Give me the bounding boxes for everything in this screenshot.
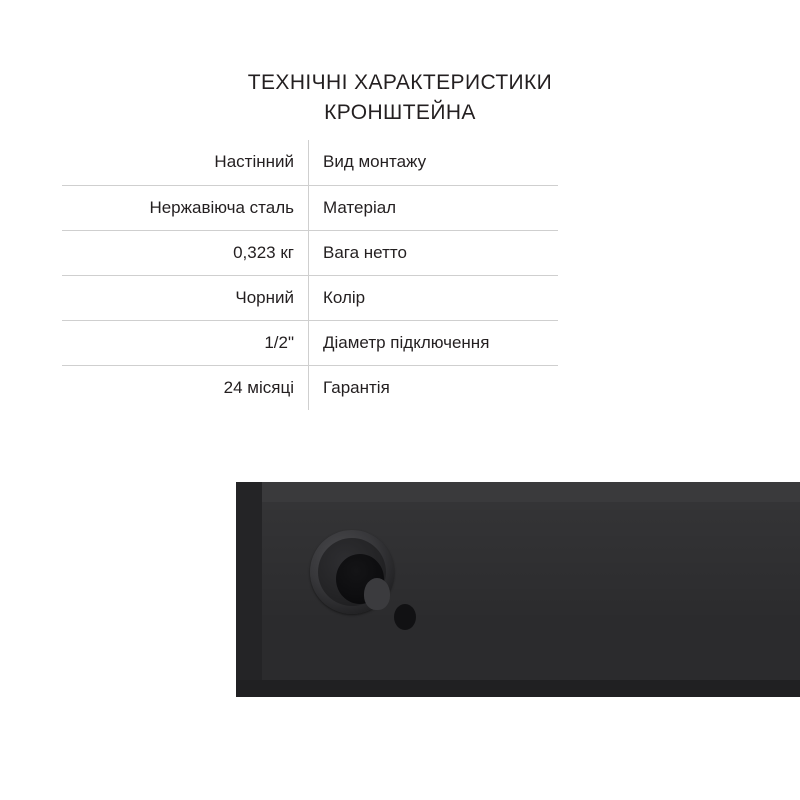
table-row — [62, 365, 558, 410]
table-row — [62, 275, 558, 320]
spec-label-warranty: Гарантія — [309, 365, 559, 410]
spec-label-material: Матеріал — [309, 185, 559, 230]
table-row — [62, 230, 558, 275]
spec-label-net-weight: Вага нетто — [309, 230, 559, 275]
spec-value-connection-diameter: 1/2" — [62, 320, 309, 365]
connection-port — [310, 530, 394, 614]
bracket-top-face — [236, 482, 800, 502]
spec-label-connection-diameter: Діаметр підключення — [309, 320, 559, 365]
bracket-bottom-edge — [236, 680, 800, 697]
bracket-end-cap — [236, 482, 262, 697]
spec-value-net-weight: 0,323 кг — [62, 230, 309, 275]
spec-label-mount-type: Вид монтажу — [309, 140, 559, 185]
specifications-table — [62, 140, 558, 410]
page-title-line-1: ТЕХНІЧНІ ХАРАКТЕРИСТИКИ — [247, 71, 553, 94]
spec-value-warranty: 24 місяці — [223, 377, 294, 397]
connection-port-ring — [318, 538, 386, 606]
spec-value-color: Чорний — [62, 275, 309, 320]
table-row — [62, 320, 558, 365]
spec-value-mount-type: Настінний — [62, 140, 309, 185]
page-title — [0, 68, 800, 128]
table-row — [62, 140, 558, 185]
connection-port-bore — [394, 604, 416, 630]
spec-value-material: Нержавіюча сталь — [62, 185, 309, 230]
table-row — [62, 185, 558, 230]
connection-port-hole — [364, 578, 390, 610]
page-title-line-2: КРОНШТЕЙНА — [324, 101, 476, 124]
product-photo — [0, 440, 800, 800]
spec-label-color: Колір — [309, 275, 559, 320]
connection-port-inner — [336, 554, 384, 604]
